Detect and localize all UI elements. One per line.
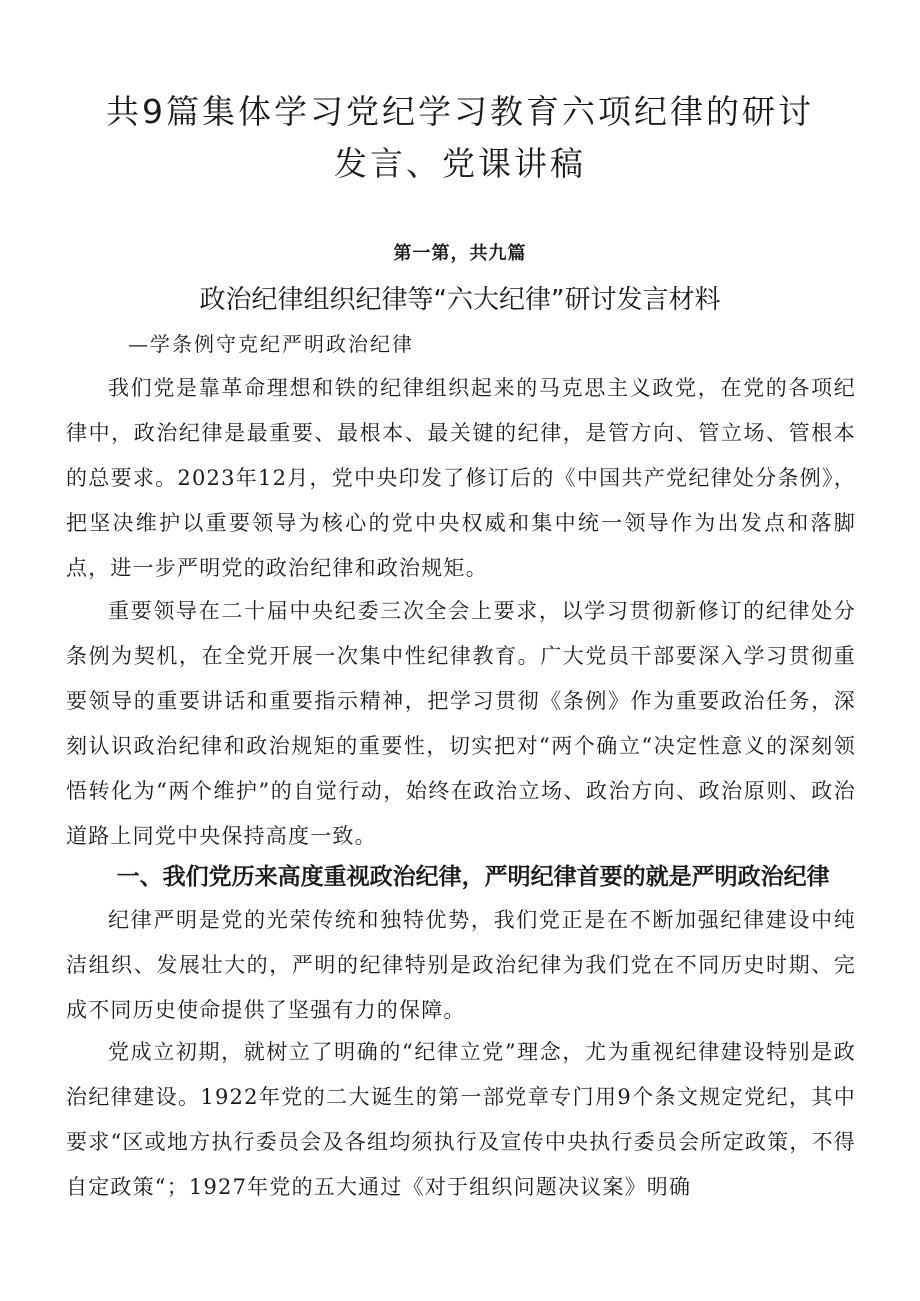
section-label: 第一第，共九篇 (393, 243, 527, 264)
paragraph: 党成立初期，就树立了明确的“纪律立党”理念，尤为重视纪律建设特别是政治纪律建设。1922年党的二大诞生的第一部党章专门用9个条文规定党纪，其中要求“区或地方执行委员会及各组均须执行及宣传中央执行委员会所定政策，不得自定政策“；1927年党的五大通过《对于组织问题决议案》明确 (66, 1040, 856, 1199)
paragraph: 重要领导在二十届中央纪委三次全会上要求，以学习贯彻新修订的纪律处分条例为契机，在全党开展一次集中性纪律教育。广大党员干部要深入学习贯彻重要领导的重要讲话和重要指示精神，把学习贯彻《条例》作为重要政治任务，深刻认识政治纪律和政治规矩的重要性，切实把对“两个确立“决定性意义的深刻领悟转化为“两个维护”的自觉行动，始终在政治立场、政治方向、政治原则、政治道路上同党中央保持高度一致。 (66, 599, 856, 848)
document-title: 共9篇集体学习党纪学习教育六项纪律的研讨发言、党课讲稿 (106, 92, 814, 183)
section-heading: 一、我们党历来高度重视政治纪律，严明纪律首要的就是严明政治纪律 (116, 864, 830, 890)
paragraph: 我们党是靠革命理想和铁的纪律组织起来的马克思主义政党，在党的各项纪律中，政治纪律是最重要、最根本、最关键的纪律，是管方向、管立场、管根本的总要求。2023年12月，党中央印发了修订后的《中国共产党纪律处分条例》，把坚决维护以重要领导为核心的党中央权威和集中统一领导作为出发点和落脚点，进一步严明党的政治纪律和政治规矩。 (66, 376, 856, 580)
article-title: 政治纪律组织纪律等“六大纪律”研讨发言材料 (199, 285, 721, 315)
byline: —学条例守克纪严明政治纪律 (128, 332, 414, 356)
paragraph: 纪律严明是党的光荣传统和独特优势，我们党正是在不断加强纪律建设中纯洁组织、发展壮大的，严明的纪律特别是政治纪律为我们党在不同历史时期、完成不同历史使命提供了坚强有力的保障。 (66, 908, 856, 1022)
